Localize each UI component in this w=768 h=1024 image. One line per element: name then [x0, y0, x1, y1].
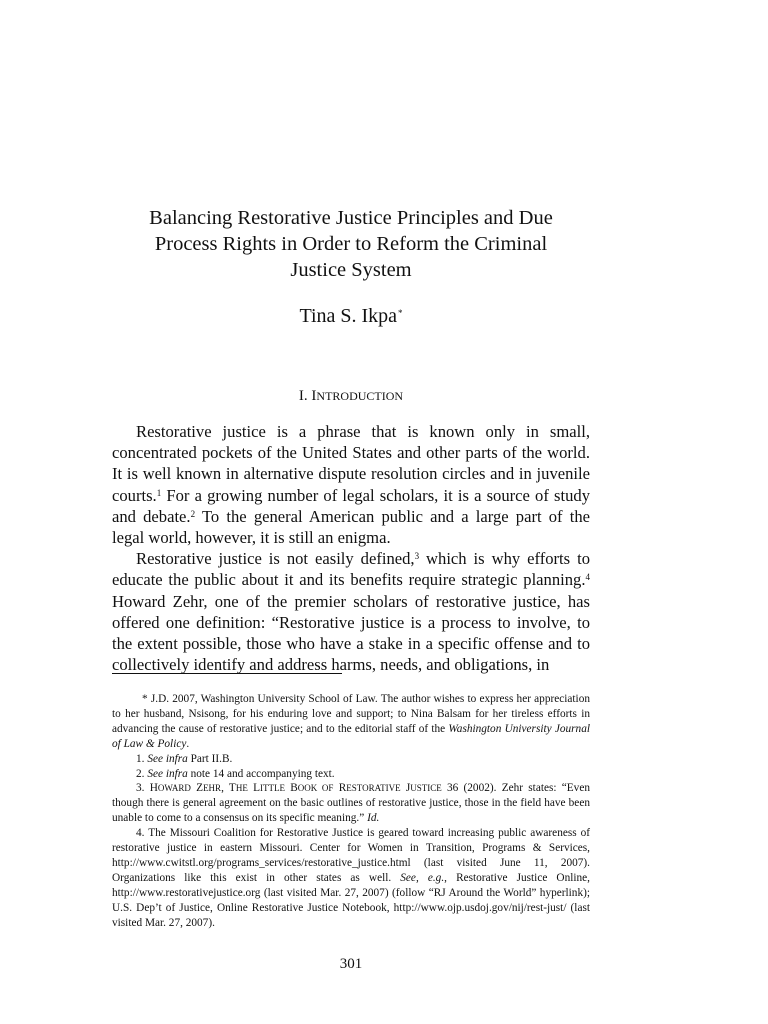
- p2-text-c: Howard Zehr, one of the premier scholars of restorative justice, has offered one definition: “Restorative justice is a process to involve, to the extent possible, those who have a stake in a specific offense and to collectively identify and address harms, needs, and obligations, in: [112, 591, 590, 675]
- footnote-4-text-a: The Missouri Coalition for Restorative Justice is geared toward increasing public awareness of restorative justice in eastern Missouri. Center for Women in Transition, Programs & Services, http://www.cwitstl.org/programs_services/restorative_justice.html (last visited June 11, 2007). Organizations like this exist in other states as well.: [112, 827, 590, 884]
- p1-text-a: Restorative justice is a phrase that is known only in small, concentrated pockets of the United States and other parts of the world. It is well known in alternative dispute resolution circles and in juvenile courts.: [112, 422, 590, 505]
- footnote-4-text-b: , Restorative Justice Online, http://www.restorativejustice.org (last visited Mar. 27, 2007) (follow “RJ Around the World” hyperlink); U.S. Dep’t of Justice, Online Restorative Justice Notebook, http://www.ojp.usdoj.gov/nij/rest-just/ (last visited Mar. 27, 2007).: [112, 871, 591, 929]
- author-footnote-mark[interactable]: *: [398, 308, 403, 318]
- title-line-2: Process Rights in Order to Reform the Criminal: [154, 233, 548, 255]
- footnote-2-number: 2.: [136, 767, 145, 780]
- body-text: [112, 421, 590, 675]
- footnote-3-id: Id.: [367, 812, 380, 825]
- footnote-ref-2[interactable]: 2: [190, 508, 196, 519]
- p1-text-c: To the general American public and a large part of the legal world, however, it is still an enigma.: [112, 506, 590, 548]
- paragraph-1: [112, 421, 590, 548]
- article-title: [112, 205, 590, 283]
- title-line-1: Balancing Restorative Justice Principles and Due: [149, 207, 553, 229]
- section-word: NTRODUCTION: [316, 389, 404, 403]
- footnote-1-signal: See infra: [147, 752, 188, 765]
- footnote-star: [112, 692, 590, 752]
- footnote-star-mark: *: [142, 693, 148, 705]
- footnote-ref-4[interactable]: 4: [585, 572, 590, 583]
- p1-text-b: For a growing number of legal scholars, it is a source of study and debate.: [112, 485, 590, 526]
- footnote-star-text: J.D. 2007, Washington University School of Law. The author wishes to express her appreciation to her husband, Nsisong, for his enduring love and support; to Nina Balsam for her tireless efforts in advancing the cause of restorative justice; and to the editorial staff of the: [112, 693, 590, 735]
- footnote-2-signal: See infra: [147, 767, 188, 780]
- journal-name: Washington University Journal of Law & Policy: [112, 722, 590, 750]
- footnote-1: [112, 752, 590, 767]
- footnote-2-text: note 14 and accompanying text.: [187, 767, 335, 780]
- author-line: [112, 304, 590, 328]
- footnote-1-number: 1.: [136, 752, 145, 765]
- footnote-3-number: 3.: [136, 782, 145, 795]
- title-line-3: Justice System: [290, 259, 412, 281]
- page-number: 301: [339, 956, 363, 972]
- footnote-ref-3[interactable]: 3: [414, 551, 420, 562]
- p2-text-b: which is why efforts to educate the public about it and its benefits require strategic planning.: [112, 549, 590, 590]
- footnote-3-citation: HOWARD ZEHR, THE LITTLE BOOK OF RESTORATIVE JUSTICE: [149, 782, 442, 795]
- footnote-4: [112, 826, 590, 930]
- footnotes: [112, 692, 590, 931]
- author-name: Tina S. Ikpa: [299, 305, 398, 327]
- paragraph-2: [112, 548, 590, 675]
- footnote-3-text: 36 (2002). Zehr states: “Even though there is general agreement on the basic outlines of restorative justice, those in the field have been unable to come to a consensus on its specific meaning.”: [112, 782, 590, 825]
- footnote-ref-1[interactable]: 1: [156, 487, 162, 498]
- footnote-divider: [112, 673, 342, 674]
- footnote-4-number: 4.: [136, 827, 145, 840]
- footnote-2: [112, 767, 590, 782]
- footnote-4-signal: See, e.g.: [400, 871, 445, 884]
- p2-text-a: Restorative justice is not easily defined,: [136, 549, 415, 569]
- section-heading: [112, 387, 590, 405]
- footnote-star-end: .: [186, 737, 190, 750]
- footnote-3: [112, 781, 590, 826]
- footnote-1-text: Part II.B.: [187, 752, 233, 765]
- section-numeral: I. I: [298, 388, 317, 404]
